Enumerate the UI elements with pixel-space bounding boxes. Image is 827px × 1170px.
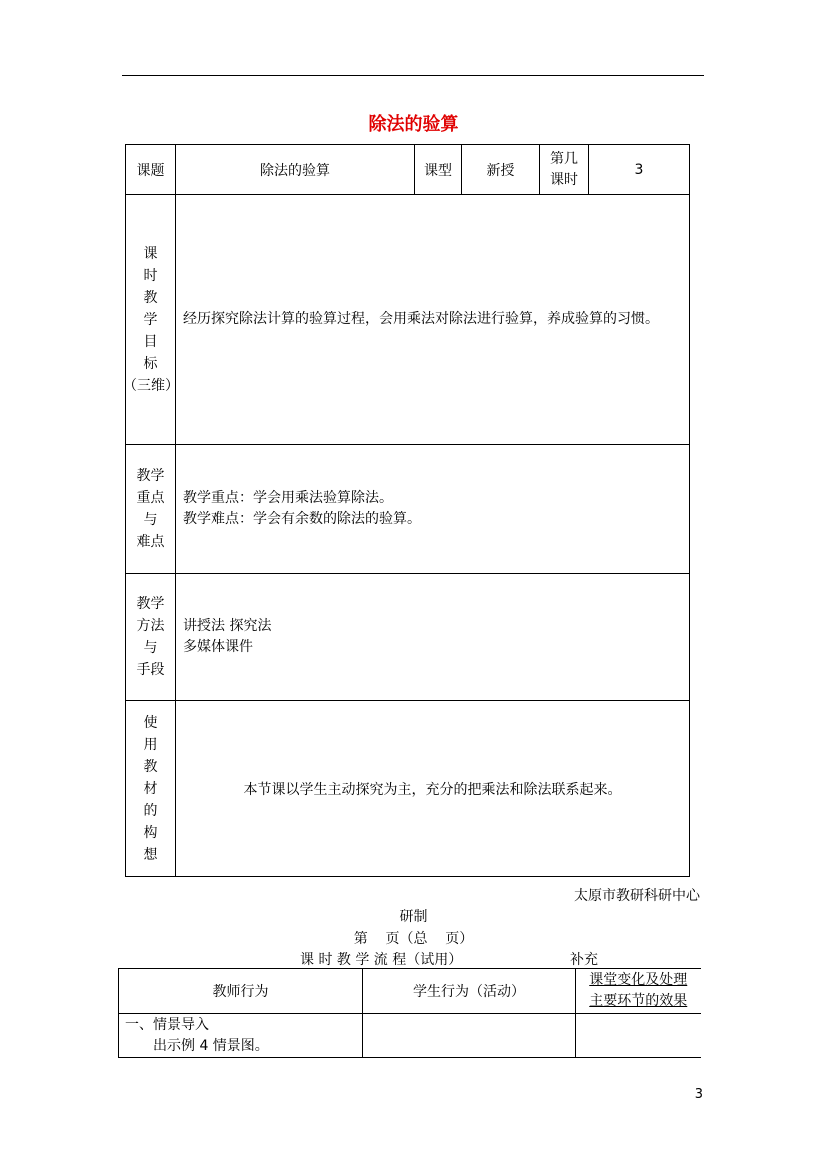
materials-content: 本节课以学生主动探究为主，充分的把乘法和除法联系起来。 bbox=[176, 701, 690, 877]
key-points-label bbox=[126, 445, 176, 574]
label-char: 重点 bbox=[136, 490, 165, 506]
label-char: 想 bbox=[143, 846, 158, 863]
step-title: 一、情景导入 bbox=[125, 1017, 209, 1033]
label-char: 使 bbox=[143, 714, 158, 731]
label-char: 教 bbox=[143, 289, 158, 306]
notes-header-line: 课堂变化及处理 bbox=[589, 972, 688, 988]
key-points-content bbox=[176, 445, 690, 574]
notes-cell bbox=[576, 1014, 701, 1058]
label-char: 方法 bbox=[136, 618, 165, 634]
label-char: 构 bbox=[143, 824, 158, 841]
flow-row bbox=[119, 1014, 701, 1058]
step-detail: 出示例 4 情景图。 bbox=[153, 1038, 269, 1054]
materials-label bbox=[126, 701, 176, 877]
label-char: 用 bbox=[143, 736, 158, 753]
label-char: 与 bbox=[143, 512, 158, 528]
flow-supplement: 补充 bbox=[570, 952, 598, 968]
method-line: 多媒体课件 bbox=[183, 639, 253, 655]
objectives-row bbox=[126, 195, 690, 445]
notes-header bbox=[576, 969, 701, 1014]
flow-title: 课 时 教 学 流 程（试用） bbox=[300, 952, 463, 968]
methods-content bbox=[176, 574, 690, 701]
type-label: 课型 bbox=[415, 145, 462, 195]
label-char: 目 bbox=[143, 333, 158, 350]
footer-page-line: 第 页（总 页） bbox=[353, 931, 474, 947]
page-number: 3 bbox=[694, 1087, 703, 1102]
materials-row bbox=[126, 701, 690, 877]
methods-label bbox=[126, 574, 176, 701]
notes-header-line: 主要环节的效果 bbox=[589, 993, 688, 1009]
label-char: 教学 bbox=[136, 596, 165, 612]
label-char: 教 bbox=[143, 758, 158, 775]
student-header: 学生行为（活动） bbox=[363, 969, 576, 1014]
label-char: 课 bbox=[143, 245, 158, 262]
footer-organization: 太原市教研科研中心 bbox=[574, 888, 700, 904]
method-line: 讲授法 探究法 bbox=[183, 618, 272, 634]
label-char: 材 bbox=[143, 780, 158, 797]
label-char: （三维） bbox=[123, 377, 179, 394]
label-char: 难点 bbox=[136, 534, 165, 550]
period-label-text: 第几课时 bbox=[550, 150, 578, 188]
period-label bbox=[540, 145, 589, 195]
teaching-flow-table bbox=[118, 968, 701, 1058]
methods-row bbox=[126, 574, 690, 701]
objectives-label bbox=[123, 195, 179, 445]
student-cell bbox=[363, 1014, 576, 1058]
lesson-plan-table bbox=[125, 144, 690, 877]
label-char: 学 bbox=[143, 311, 158, 328]
flow-header-row bbox=[119, 969, 701, 1014]
page-title: 除法的验算 bbox=[368, 114, 459, 135]
type-value: 新授 bbox=[462, 145, 540, 195]
topic-value: 除法的验算 bbox=[176, 145, 415, 195]
teacher-cell bbox=[119, 1014, 363, 1058]
label-char: 的 bbox=[143, 802, 158, 819]
objectives-content: 经历探究除法计算的验算过程，会用乘法对除法进行验算，养成验算的习惯。 bbox=[176, 195, 690, 445]
label-char: 手段 bbox=[136, 662, 165, 678]
period-value: 3 bbox=[589, 145, 690, 195]
label-char: 标 bbox=[143, 355, 158, 372]
topic-label: 课题 bbox=[126, 145, 176, 195]
label-char: 时 bbox=[143, 267, 158, 284]
topic-row bbox=[126, 145, 690, 195]
label-char: 与 bbox=[143, 640, 158, 656]
key-point-line: 教学重点：学会用乘法验算除法。 bbox=[183, 490, 393, 506]
teacher-header: 教师行为 bbox=[119, 969, 363, 1014]
key-points-row bbox=[126, 445, 690, 574]
header-rule bbox=[122, 75, 704, 76]
difficult-point-line: 教学难点：学会有余数的除法的验算。 bbox=[183, 511, 421, 527]
footer-org-suffix: 研制 bbox=[399, 909, 428, 925]
label-char: 教学 bbox=[136, 468, 165, 484]
